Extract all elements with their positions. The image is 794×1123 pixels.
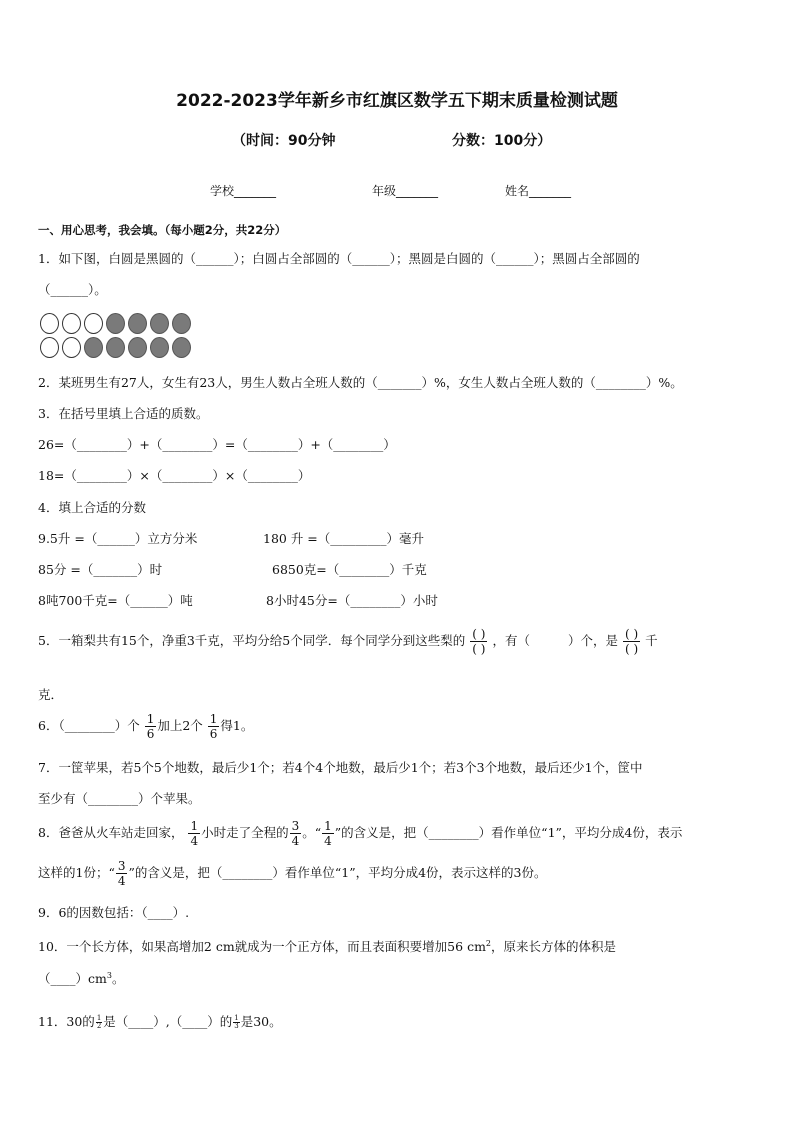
fraction-one-sixth: $\frac{1}{6}$ — [209, 712, 218, 741]
question-9: 9．6的因数包括：（____）. — [38, 905, 190, 920]
black-circle — [150, 313, 169, 334]
question-2: 2．某班男生有27人，女生有23人，男生人数占全班人数的（_______）%，女生人数占全班人数的（________）%。 — [38, 375, 683, 390]
white-circle — [84, 313, 103, 334]
grade-field[interactable]: 年级_______ — [372, 184, 439, 198]
black-circle — [128, 337, 147, 358]
question-5-text: 5．一箱梨共有15个，净重3千克，平均分给5个同学．每个同学分到这些梨的 — [38, 633, 466, 648]
section-heading: 一、用心思考，我会填。（每小题2分，共22分） — [38, 223, 287, 237]
question-3-line2: 18=（________）×（________）×（________） — [38, 468, 311, 483]
question-1-line2: （______）。 — [38, 282, 107, 297]
fraction-one-quarter: $\frac{1}{4}$ — [324, 819, 332, 848]
question-6: 6．（________）个 $\frac{1}{6}$ 加上2个 $\frac{1}{6}$ 得1。 — [38, 712, 254, 741]
white-circle — [62, 313, 81, 334]
time-limit: （时间：90分钟 — [232, 133, 336, 149]
question-3: 3．在括号里填上合适的质数。 — [38, 406, 209, 421]
fraction-blank: $\frac{( )}{( )}$ — [624, 627, 639, 656]
school-field[interactable]: 学校_______ — [210, 184, 277, 198]
black-circle — [128, 313, 147, 334]
white-circle — [62, 337, 81, 358]
black-circle — [150, 337, 169, 358]
question-5: 5．一箱梨共有15个，净重3千克，平均分给5个同学．每个同学分到这些梨的 $\frac{( )}{( )}$ ，有（ ）个，是 $\frac{( )}{( )}$ 千 — [38, 627, 658, 656]
fraction-one-quarter: $\frac{1}{4}$ — [190, 819, 199, 848]
exam-title: 2022-2023学年新乡市红旗区数学五下期末质量检测试题 — [176, 91, 618, 111]
question-7-line2: 至少有（________）个苹果。 — [38, 791, 201, 806]
question-8-line2: 这样的1份；“ $\frac{3}{4}$ ”的含义是，把（________）看作单位“1”，平均分成4份，表示这样的3份。 — [38, 859, 547, 888]
question-1-line1: 1．如下图，白圆是黑圆的（______）；白圆占全部圆的（______）；黑圆是白圆的（______）；黑圆占全部圆的 — [38, 251, 640, 266]
question-4-item-1: 9.5升 =（______）立方分米 — [38, 531, 198, 546]
black-circle — [172, 337, 191, 358]
question-5-line2: 克． — [38, 687, 64, 702]
white-circle — [40, 313, 59, 334]
fraction-one-sixth: $\frac{1}{6}$ — [146, 712, 155, 741]
fraction-blank: $\frac{( )}{( )}$ — [472, 627, 486, 656]
question-10-line1: 10．一个长方体，如果高增加2 cm就成为一个正方体，而且表面积要增加56 $cm^2$，原来长方体的体积是 — [38, 939, 617, 955]
fraction-one-half: $\frac{1}{2}$ — [96, 1014, 102, 1030]
black-circle — [106, 313, 125, 334]
circle-row-1 — [40, 313, 191, 334]
question-4-item-5: 8吨700千克=（______）吨 — [38, 593, 193, 608]
question-3-line1: 26=（________）+（________）=（________）+（________） — [38, 437, 396, 452]
white-circle — [40, 337, 59, 358]
question-11: 11．30的 $\frac{1}{2}$ 是（____）,（____）的 $\frac{1}{3}$ 是30。 — [38, 1014, 282, 1030]
question-4-item-3: 85分 =（_______）时 — [38, 562, 163, 577]
fraction-three-quarters: $\frac{3}{4}$ — [117, 859, 126, 888]
question-4: 4．填上合适的分数 — [38, 500, 146, 515]
black-circle — [172, 313, 191, 334]
question-4-item-2: 180 升 =（_________）毫升 — [263, 531, 425, 546]
question-4-item-6: 8小时45分=（________）小时 — [266, 593, 438, 608]
question-10-line2: $(\_\_\_\_)cm^3$。 — [38, 971, 125, 987]
black-circle — [84, 337, 103, 358]
question-7-line1: 7．一筐苹果，若5个5个地数，最后少1个；若4个4个地数，最后少1个；若3个3个地数，最后还少1个，筐中 — [38, 760, 643, 775]
question-4-item-4: 6850克=（________）千克 — [272, 562, 427, 577]
name-field[interactable]: 姓名_______ — [505, 184, 572, 198]
fraction-three-quarters: $\frac{3}{4}$ — [291, 819, 300, 848]
total-score: 分数：100分） — [452, 133, 552, 149]
circle-row-2 — [40, 337, 191, 358]
black-circle — [106, 337, 125, 358]
question-8-line1: 8．爸爸从火车站走回家， $\frac{1}{4}$ 小时走了全程的 $\frac{3}{4}$ 。“ $\frac{1}{4}$ ”的含义是，把（________）看作单位“1”，平均分成4份，表示 — [38, 819, 683, 848]
fraction-one-third: $\frac{1}{3}$ — [234, 1014, 239, 1030]
